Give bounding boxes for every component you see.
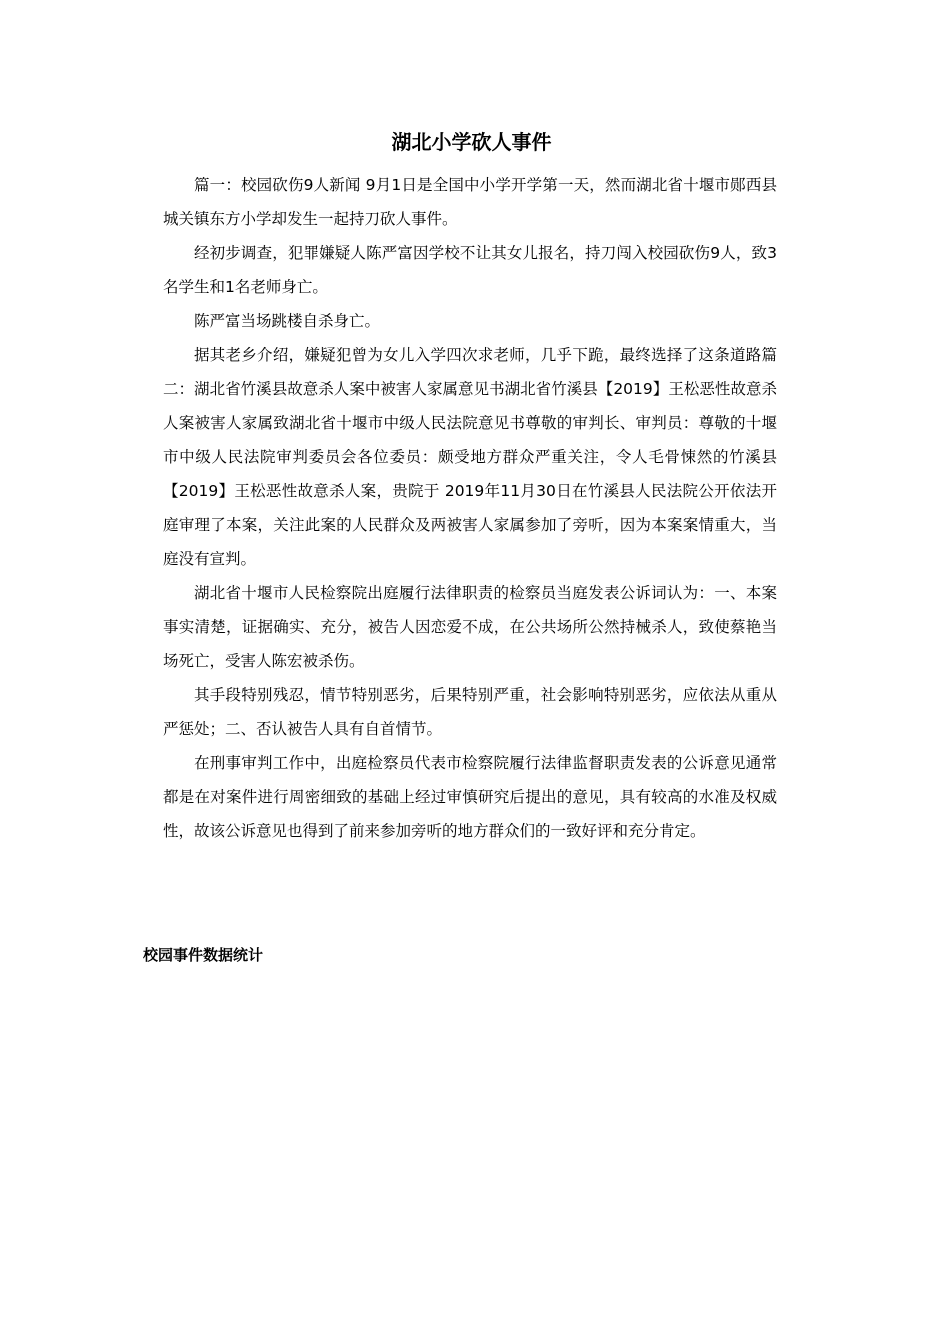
document-body	[163, 168, 777, 848]
paragraph: 篇一：校园砍伤9人新闻 9月1日是全国中小学开学第一天，然而湖北省十堰市郧西县城关镇东方小学却发生一起持刀砍人事件。	[163, 176, 777, 228]
paragraph: 在刑事审判工作中，出庭检察员代表市检察院履行法律监督职责发表的公诉意见通常都是在对案件进行周密细致的基础上经过审慎研究后提出的意见，具有较高的水准及权威性，故该公诉意见也得到了前来参加旁听的地方群众们的一致好评和充分肯定。	[163, 754, 777, 840]
paragraph: 湖北省十堰市人民检察院出庭履行法律职责的检察员当庭发表公诉词认为：一、本案事实清楚，证据确实、充分，被告人因恋爱不成，在公共场所公然持械杀人，致使蔡艳当场死亡，受害人陈宏被杀伤。	[163, 584, 777, 670]
paragraph: 据其老乡介绍，嫌疑犯曾为女儿入学四次求老师，几乎下跪，最终选择了这条道路篇二：湖北省竹溪县故意杀人案中被害人家属意见书湖北省竹溪县【2019】王松恶性故意杀人案被害人家属致湖北省十堰市中级人民法院意见书尊敬的审判长、审判员：尊敬的十堰市中级人民法院审判委员会各位委员：颇受地方群众严重关注，令人毛骨悚然的竹溪县【2019】王松恶性故意杀人案，贵院于 2019年11月30日在竹溪县人民法院公开依法开庭审理了本案，关注此案的人民群众及两被害人家属参加了旁听，因为本案案情重大，当庭没有宣判。	[163, 346, 777, 568]
paragraph: 陈严富当场跳楼自杀身亡。	[194, 312, 381, 330]
paragraph: 经初步调查，犯罪嫌疑人陈严富因学校不让其女儿报名，持刀闯入校园砍伤9人，致3名学生和1名老师身亡。	[163, 244, 777, 296]
section-heading-statistics: 校园事件数据统计	[143, 946, 264, 964]
paragraph: 其手段特别残忍，情节特别恶劣，后果特别严重，社会影响特别恶劣，应依法从重从严惩处；二、否认被告人具有自首情节。	[163, 686, 777, 738]
document-title: 湖北小学砍人事件	[391, 130, 552, 154]
